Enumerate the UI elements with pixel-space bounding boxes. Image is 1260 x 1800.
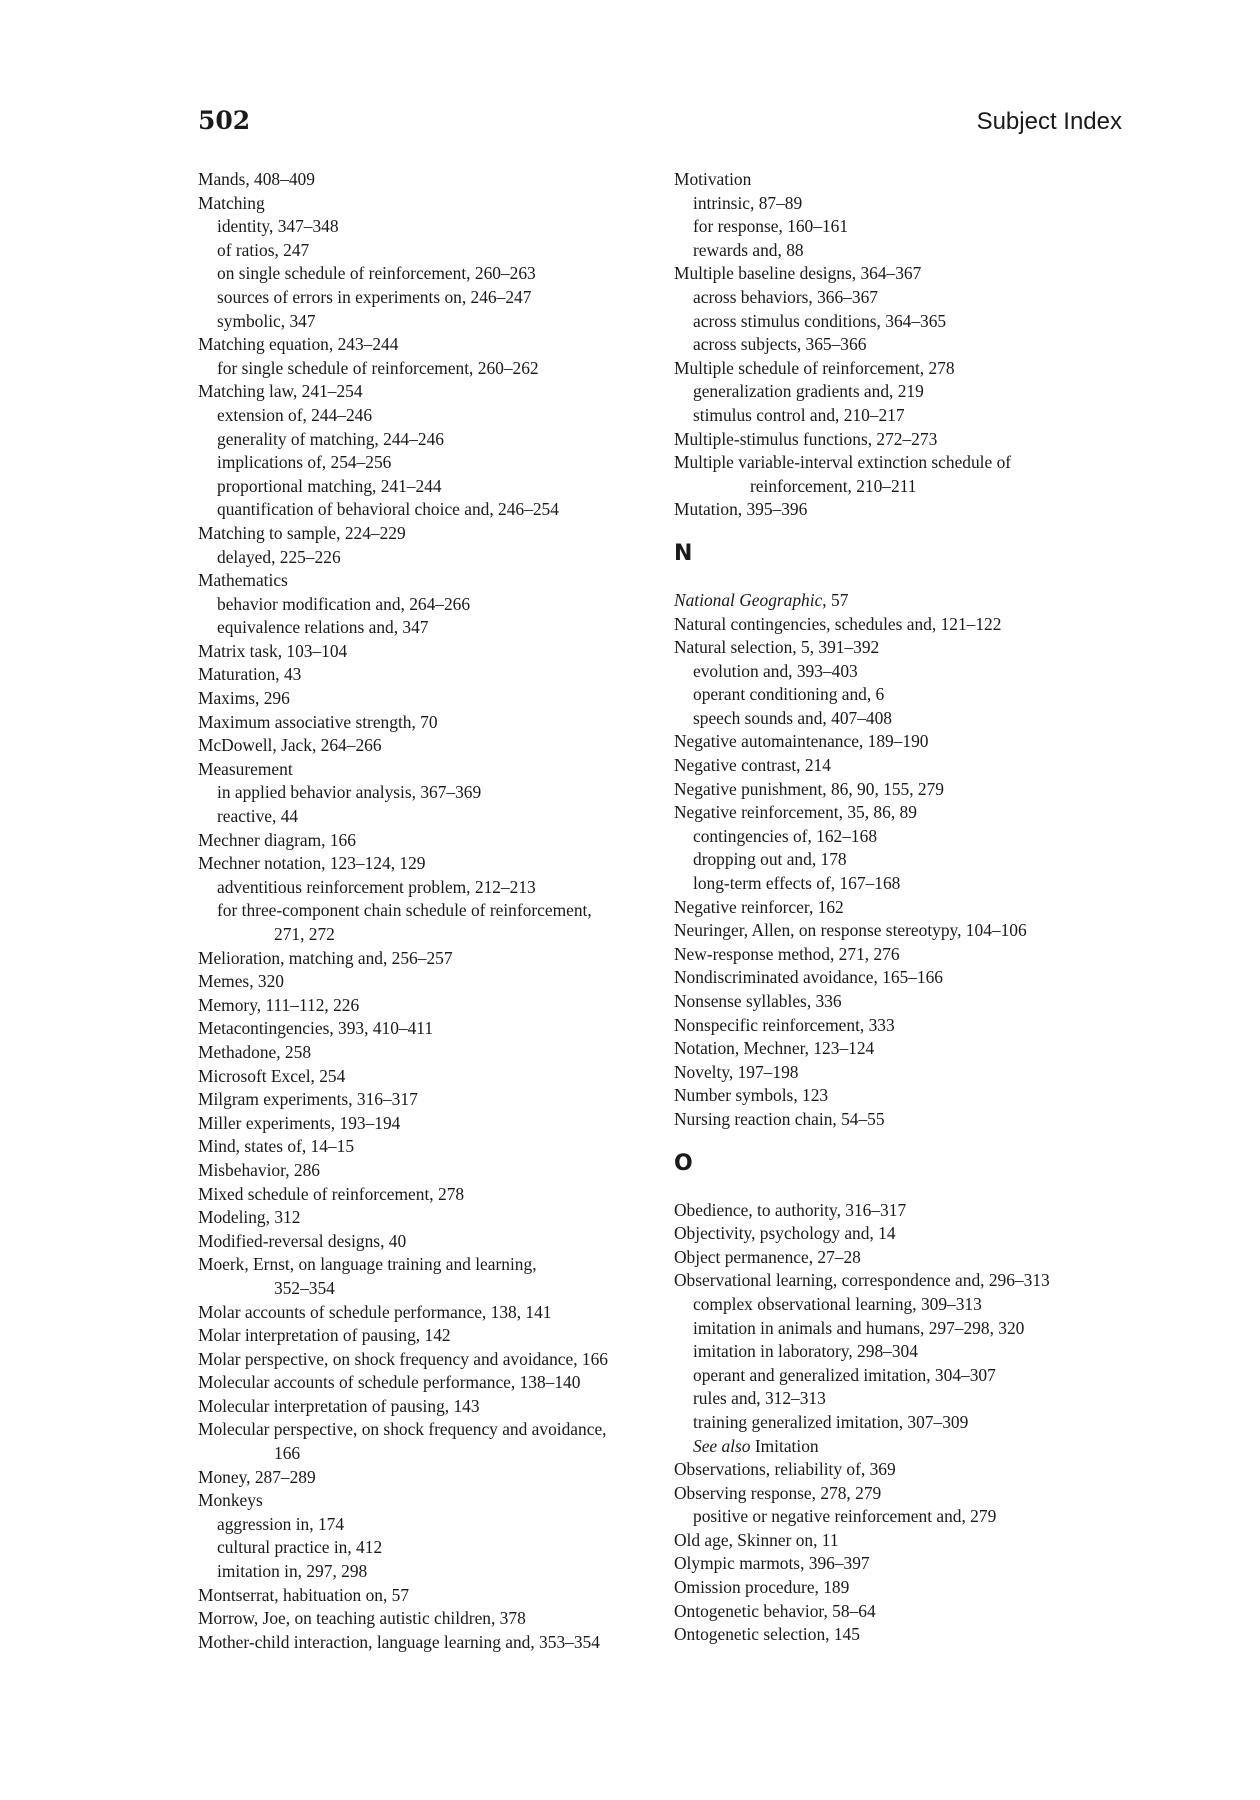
index-entry: Nursing reaction chain, 54–55 [674,1108,885,1129]
index-entry: Measurement [198,758,293,779]
index-subentry: generalization gradients and, 219 [693,381,924,402]
index-subentry: adventitious reinforcement problem, 212–213 [217,876,536,897]
index-entry: Negative automaintenance, 189–190 [674,731,929,752]
index-entry: Matching equation, 243–244 [198,334,399,355]
index-subentry: behavior modification and, 264–266 [217,593,471,614]
index-entry: Olympic marmots, 396–397 [674,1553,870,1574]
index-entry: Molar accounts of schedule performance, 138, 141 [198,1301,552,1322]
index-entry: New-response method, 271, 276 [674,943,900,964]
index-entry: Natural contingencies, schedules and, 121–122 [674,613,1002,634]
page-header [198,104,1122,144]
index-entry: McDowell, Jack, 264–266 [198,735,382,756]
index-entry: Negative contrast, 214 [674,755,831,776]
index-subentry: training generalized imitation, 307–309 [693,1411,969,1432]
page-number: 502 [198,106,251,135]
index-subentry: sources of errors in experiments on, 246–247 [217,286,532,307]
index-subentry: generality of matching, 244–246 [217,428,444,449]
index-entry: Molecular interpretation of pausing, 143 [198,1395,480,1416]
index-subentry: rules and, 312–313 [693,1388,826,1409]
index-entry: Ontogenetic behavior, 58–64 [674,1600,876,1621]
index-subentry: positive or negative reinforcement and, 279 [693,1506,997,1527]
index-entry-continuation: 166 [274,1443,301,1464]
section-letter-o: O [674,1150,693,1176]
index-entry: Observing response, 278, 279 [674,1482,882,1503]
index-subentry: aggression in, 174 [217,1513,345,1534]
index-entry: Memory, 111–112, 226 [198,994,360,1015]
index-entry: Observational learning, correspondence and, 296–313 [674,1270,1050,1291]
index-subentry: quantification of behavioral choice and, 246–254 [217,499,559,520]
index-subentry: rewards and, 88 [693,239,804,260]
index-entry: Objectivity, psychology and, 14 [674,1223,896,1244]
index-entry: Mind, states of, 14–15 [198,1136,355,1157]
index-entry: Mands, 408–409 [198,169,315,189]
index-entry: Miller experiments, 193–194 [198,1112,401,1133]
index-entry: Omission procedure, 189 [674,1577,850,1598]
index-entry: Nondiscriminated avoidance, 165–166 [674,967,944,988]
index-entry: Negative reinforcement, 35, 86, 89 [674,802,917,823]
index-subentry: reactive, 44 [217,806,299,827]
index-entry: Molecular accounts of schedule performance, 138–140 [198,1372,581,1393]
index-subentry: across stimulus conditions, 364–365 [693,310,947,331]
index-entry: Mathematics [198,570,288,591]
index-entry: Number symbols, 123 [674,1085,829,1106]
index-entry: Multiple baseline designs, 364–367 [674,263,922,284]
index-subentry: across subjects, 365–366 [693,334,867,355]
index-entry-continuation: 271, 272 [274,924,335,944]
index-entry: Observations, reliability of, 369 [674,1459,896,1480]
index-entry: Matrix task, 103–104 [198,640,348,661]
index-entry: Mixed schedule of reinforcement, 278 [198,1183,465,1204]
index-subentry: for three-component chain schedule of reinforcement, [217,900,592,921]
index-subentry: of ratios, 247 [217,239,310,260]
index-subentry: for response, 160–161 [693,216,849,237]
index-entry: Modeling, 312 [198,1207,301,1228]
index-entry: Money, 287–289 [198,1466,316,1487]
index-subentry: delayed, 225–226 [217,546,341,567]
index-entry: Old age, Skinner on, 11 [674,1529,839,1550]
index-entry: Misbehavior, 286 [198,1159,320,1180]
index-entry: Maturation, 43 [198,664,302,685]
index-entry: Nonsense syllables, 336 [674,991,842,1011]
index-entry: Metacontingencies, 393, 410–411 [198,1018,434,1039]
index-subentry: imitation in, 297, 298 [217,1561,368,1582]
index-entry: Mother-child interaction, language learning and, 353–354 [198,1631,600,1652]
index-entry: Neuringer, Allen, on response stereotypy, 104–106 [674,920,1027,941]
index-entry: Negative punishment, 86, 90, 155, 279 [674,778,945,799]
index-subentry: identity, 347–348 [217,216,339,237]
see-also-label: See also [693,1435,751,1456]
index-entry: Molar perspective, on shock frequency and avoidance, 166 [198,1348,608,1369]
index-entry: Molecular perspective, on shock frequency and avoidance, [198,1419,607,1440]
index-entry: Novelty, 197–198 [674,1061,799,1082]
index-entry: Multiple schedule of reinforcement, 278 [674,357,955,378]
index-subentry: imitation in animals and humans, 297–298, 320 [693,1317,1025,1338]
entry-locator: , 57 [822,589,849,610]
index-subentry: evolution and, 393–403 [693,660,858,681]
index-entry: Modified-reversal designs, 40 [198,1230,407,1251]
see-also-reference [674,1435,1124,1459]
index-subentry: contingencies of, 162–168 [693,825,878,846]
index-subentry: operant and generalized imitation, 304–307 [693,1364,996,1385]
index-entry: Maximum associative strength, 70 [198,711,438,732]
index-subentry: proportional matching, 241–244 [217,475,442,496]
index-subentry: imitation in laboratory, 298–304 [693,1341,918,1362]
index-entry: Montserrat, habituation on, 57 [198,1584,410,1605]
index-entry: Negative reinforcer, 162 [674,896,844,917]
index-entry: Microsoft Excel, 254 [198,1065,346,1086]
index-column-right [674,168,1124,1647]
index-entry: Morrow, Joe, on teaching autistic children, 378 [198,1608,526,1629]
index-subentry: intrinsic, 87–89 [693,192,803,213]
m-entries [674,168,1124,522]
n-entries [674,613,1124,1132]
index-subentry: implications of, 254–256 [217,452,392,473]
index-subentry: extension of, 244–246 [217,404,373,425]
o-entries-2 [674,1458,1124,1647]
index-entry: Notation, Mechner, 123–124 [674,1038,875,1059]
index-subentry: operant conditioning and, 6 [693,684,885,705]
running-head: Subject Index [976,108,1122,135]
index-subentry: equivalence relations and, 347 [217,617,429,638]
index-entry: Monkeys [198,1490,263,1511]
see-also-target: Imitation [750,1435,819,1456]
index-subentry: symbolic, 347 [217,310,316,331]
index-entry: Ontogenetic selection, 145 [674,1624,860,1645]
index-entry: Nonspecific reinforcement, 333 [674,1014,895,1035]
index-entry: Multiple variable-interval extinction schedule of [674,452,1012,473]
index-subentry: speech sounds and, 407–408 [693,707,892,728]
index-subentry: cultural practice in, 412 [217,1537,383,1558]
entry-title-italic: National Geographic [674,589,823,610]
index-subentry: across behaviors, 366–367 [693,286,878,307]
o-entries [674,1199,1124,1435]
index-entry: Object permanence, 27–28 [674,1246,861,1267]
index-entry: Mutation, 395–396 [674,499,808,520]
index-entry: Methadone, 258 [198,1041,312,1062]
index-entry: Mechner diagram, 166 [198,829,356,850]
index-subentry: for single schedule of reinforcement, 260–262 [217,357,539,378]
index-entry: Matching [198,192,265,213]
index-entry: Milgram experiments, 316–317 [198,1089,418,1110]
index-subentry: on single schedule of reinforcement, 260–263 [217,263,536,284]
index-entry: Melioration, matching and, 256–257 [198,947,453,968]
index-entry: Mechner notation, 123–124, 129 [198,853,426,874]
section-letter-n: N [674,540,693,566]
index-entry: Motivation [674,169,752,189]
index-entry: Moerk, Ernst, on language training and learning, [198,1254,537,1275]
index-entry: Maxims, 296 [198,688,290,709]
index-subentry: in applied behavior analysis, 367–369 [217,782,482,803]
index-entry: Molar interpretation of pausing, 142 [198,1325,451,1346]
index-entry [674,589,1124,613]
index-entry: Natural selection, 5, 391–392 [674,637,880,658]
index-subentry: dropping out and, 178 [693,849,847,870]
index-subentry: long-term effects of, 167–168 [693,873,901,894]
index-entry: Memes, 320 [198,971,284,992]
index-subentry: stimulus control and, 210–217 [693,404,905,425]
index-entry: Multiple-stimulus functions, 272–273 [674,428,938,449]
index-entry-continuation: 352–354 [274,1277,335,1298]
index-entry-continuation: reinforcement, 210–211 [750,475,917,496]
index-subentry: complex observational learning, 309–313 [693,1293,982,1314]
index-entry: Obedience, to authority, 316–317 [674,1199,907,1220]
index-entry: Matching to sample, 224–229 [198,522,406,543]
index-entry: Matching law, 241–254 [198,381,363,402]
index-column-left [198,168,648,1654]
